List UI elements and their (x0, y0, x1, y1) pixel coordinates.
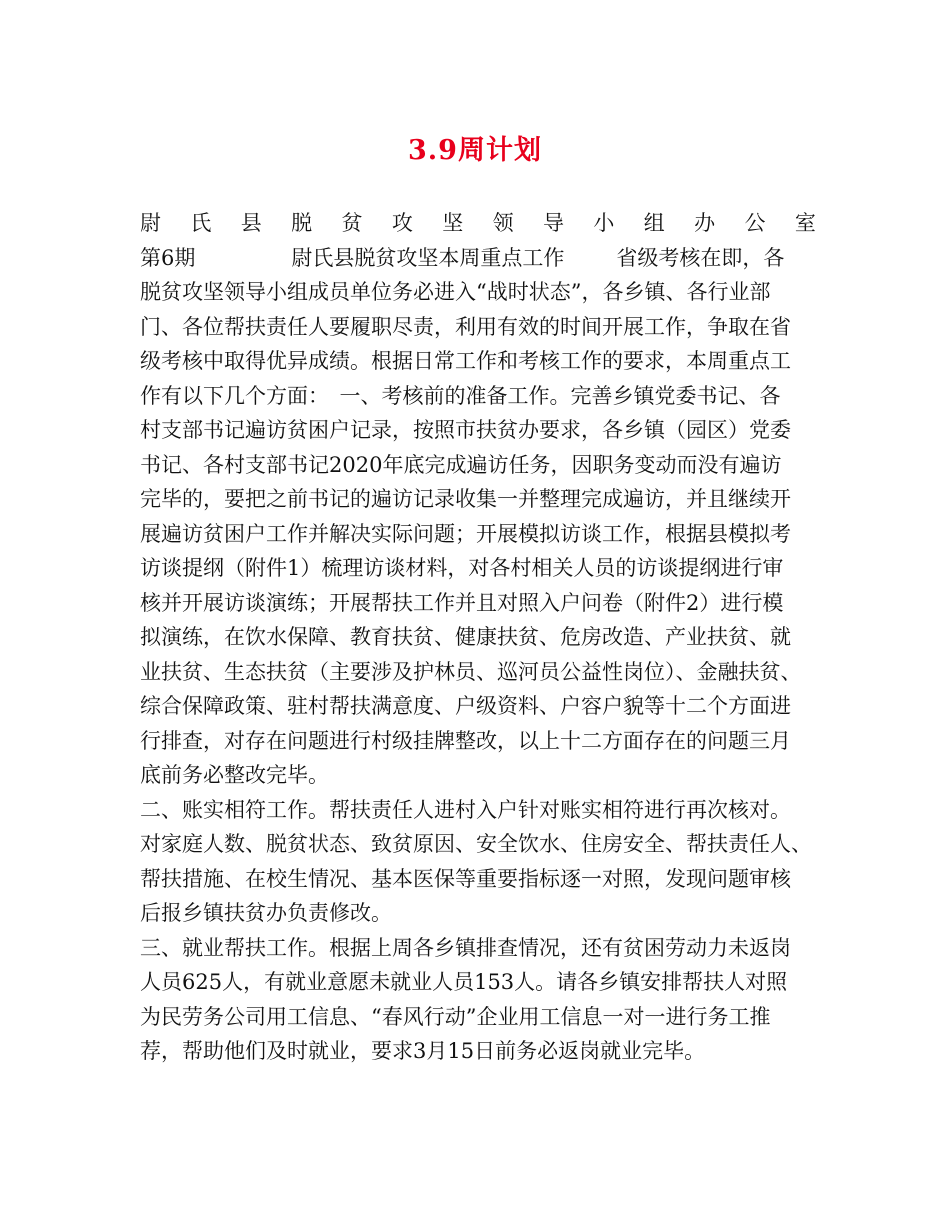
body-line: 村支部书记遍访贫困户记录，按照市扶贫办要求，各乡镇（园区）党委 (140, 418, 791, 442)
header-char: 贫 (341, 211, 363, 235)
header-char: 小 (593, 211, 615, 235)
body-line: 作有以下几个方面： 一、考核前的准备工作。完善乡镇党委书记、各 (140, 383, 781, 408)
body-line: 荐，帮助他们及时就业，要求3月15日前务必返岗就业完毕。 (140, 1039, 706, 1063)
header-char: 坚 (442, 211, 464, 235)
issue-number: 第6期 (140, 245, 196, 270)
document-body (140, 206, 820, 1069)
body-line: 底前务必整改完毕。 (140, 763, 329, 787)
header-char: 组 (643, 211, 665, 235)
header-char: 攻 (391, 211, 413, 235)
body-line: 完毕的，要把之前书记的遍访记录收集一并整理完成遍访，并且继续开 (140, 487, 791, 511)
body-line: 拟演练，在饮水保障、教育扶贫、健康扶贫、危房改造、产业扶贫、就 (140, 625, 791, 649)
body-line: 省级考核在即，各 (616, 245, 785, 270)
body-line: 对家庭人数、脱贫状态、致贫原因、安全饮水、住房安全、帮扶责任人、 (140, 832, 812, 856)
header-char: 县 (240, 211, 262, 235)
body-line: 脱贫攻坚领导小组成员单位务必进入“战时状态”，各乡镇、各行业部 (140, 280, 771, 304)
header-char: 尉 (140, 211, 161, 235)
body-line: 级考核中取得优异成绩。根据日常工作和考核工作的要求，本周重点工 (140, 349, 791, 373)
section-2-line: 二、账实相符工作。帮扶责任人进村入户针对账实相符进行再次核对。 (140, 797, 791, 822)
body-line: 门、各位帮扶责任人要履职尽责，利用有效的时间开展工作，争取在省 (140, 314, 791, 339)
header-char: 脱 (291, 211, 313, 235)
header-char: 办 (694, 211, 716, 235)
office-header (140, 206, 816, 241)
body-line: 行排查，对存在问题进行村级挂牌整改，以上十二方面存在的问题三月 (140, 728, 791, 753)
subject-heading: 尉氏县脱贫攻坚本周重点工作 (291, 245, 565, 270)
body-line: 帮扶措施、在校生情况、基本医保等重要指标逐一对照，发现问题审核 (140, 866, 791, 891)
header-char: 导 (543, 211, 564, 235)
body-line: 人员625人，有就业意愿未就业人员153人。请各乡镇安排帮扶人对照 (140, 970, 788, 994)
header-char: 公 (744, 211, 766, 235)
header-char: 氏 (190, 211, 212, 235)
body-line: 展遍访贫困户工作并解决实际问题；开展模拟访谈工作，根据县模拟考 (140, 521, 791, 546)
document-title: 3.9周计划 (408, 135, 542, 166)
body-line: 为民劳务公司用工信息、“春风行动”企业用工信息一对一进行务工推 (140, 1004, 771, 1029)
section-3-line: 三、就业帮扶工作。根据上周各乡镇排查情况，还有贫困劳动力未返岗 (140, 935, 791, 960)
body-line: 核并开展访谈演练；开展帮扶工作并且对照入户问卷（附件2）进行模 (140, 590, 784, 615)
body-line: 综合保障政策、驻村帮扶满意度、户级资料、户容户貌等十二个方面进 (140, 694, 791, 718)
issue-line (140, 241, 820, 276)
body-line: 业扶贫、生态扶贫（主要涉及护林员、巡河员公益性岗位）、金融扶贫、 (140, 659, 802, 684)
body-line: 访谈提纲（附件1）梳理访谈材料，对各村相关人员的访谈提纲进行审 (140, 556, 784, 580)
body-line: 后报乡镇扶贫办负责修改。 (140, 901, 392, 925)
header-char: 领 (492, 211, 514, 235)
header-char: 室 (794, 211, 816, 235)
body-line: 书记、各村支部书记2020年底完成遍访任务，因职务变动而没有遍访 (140, 452, 782, 477)
